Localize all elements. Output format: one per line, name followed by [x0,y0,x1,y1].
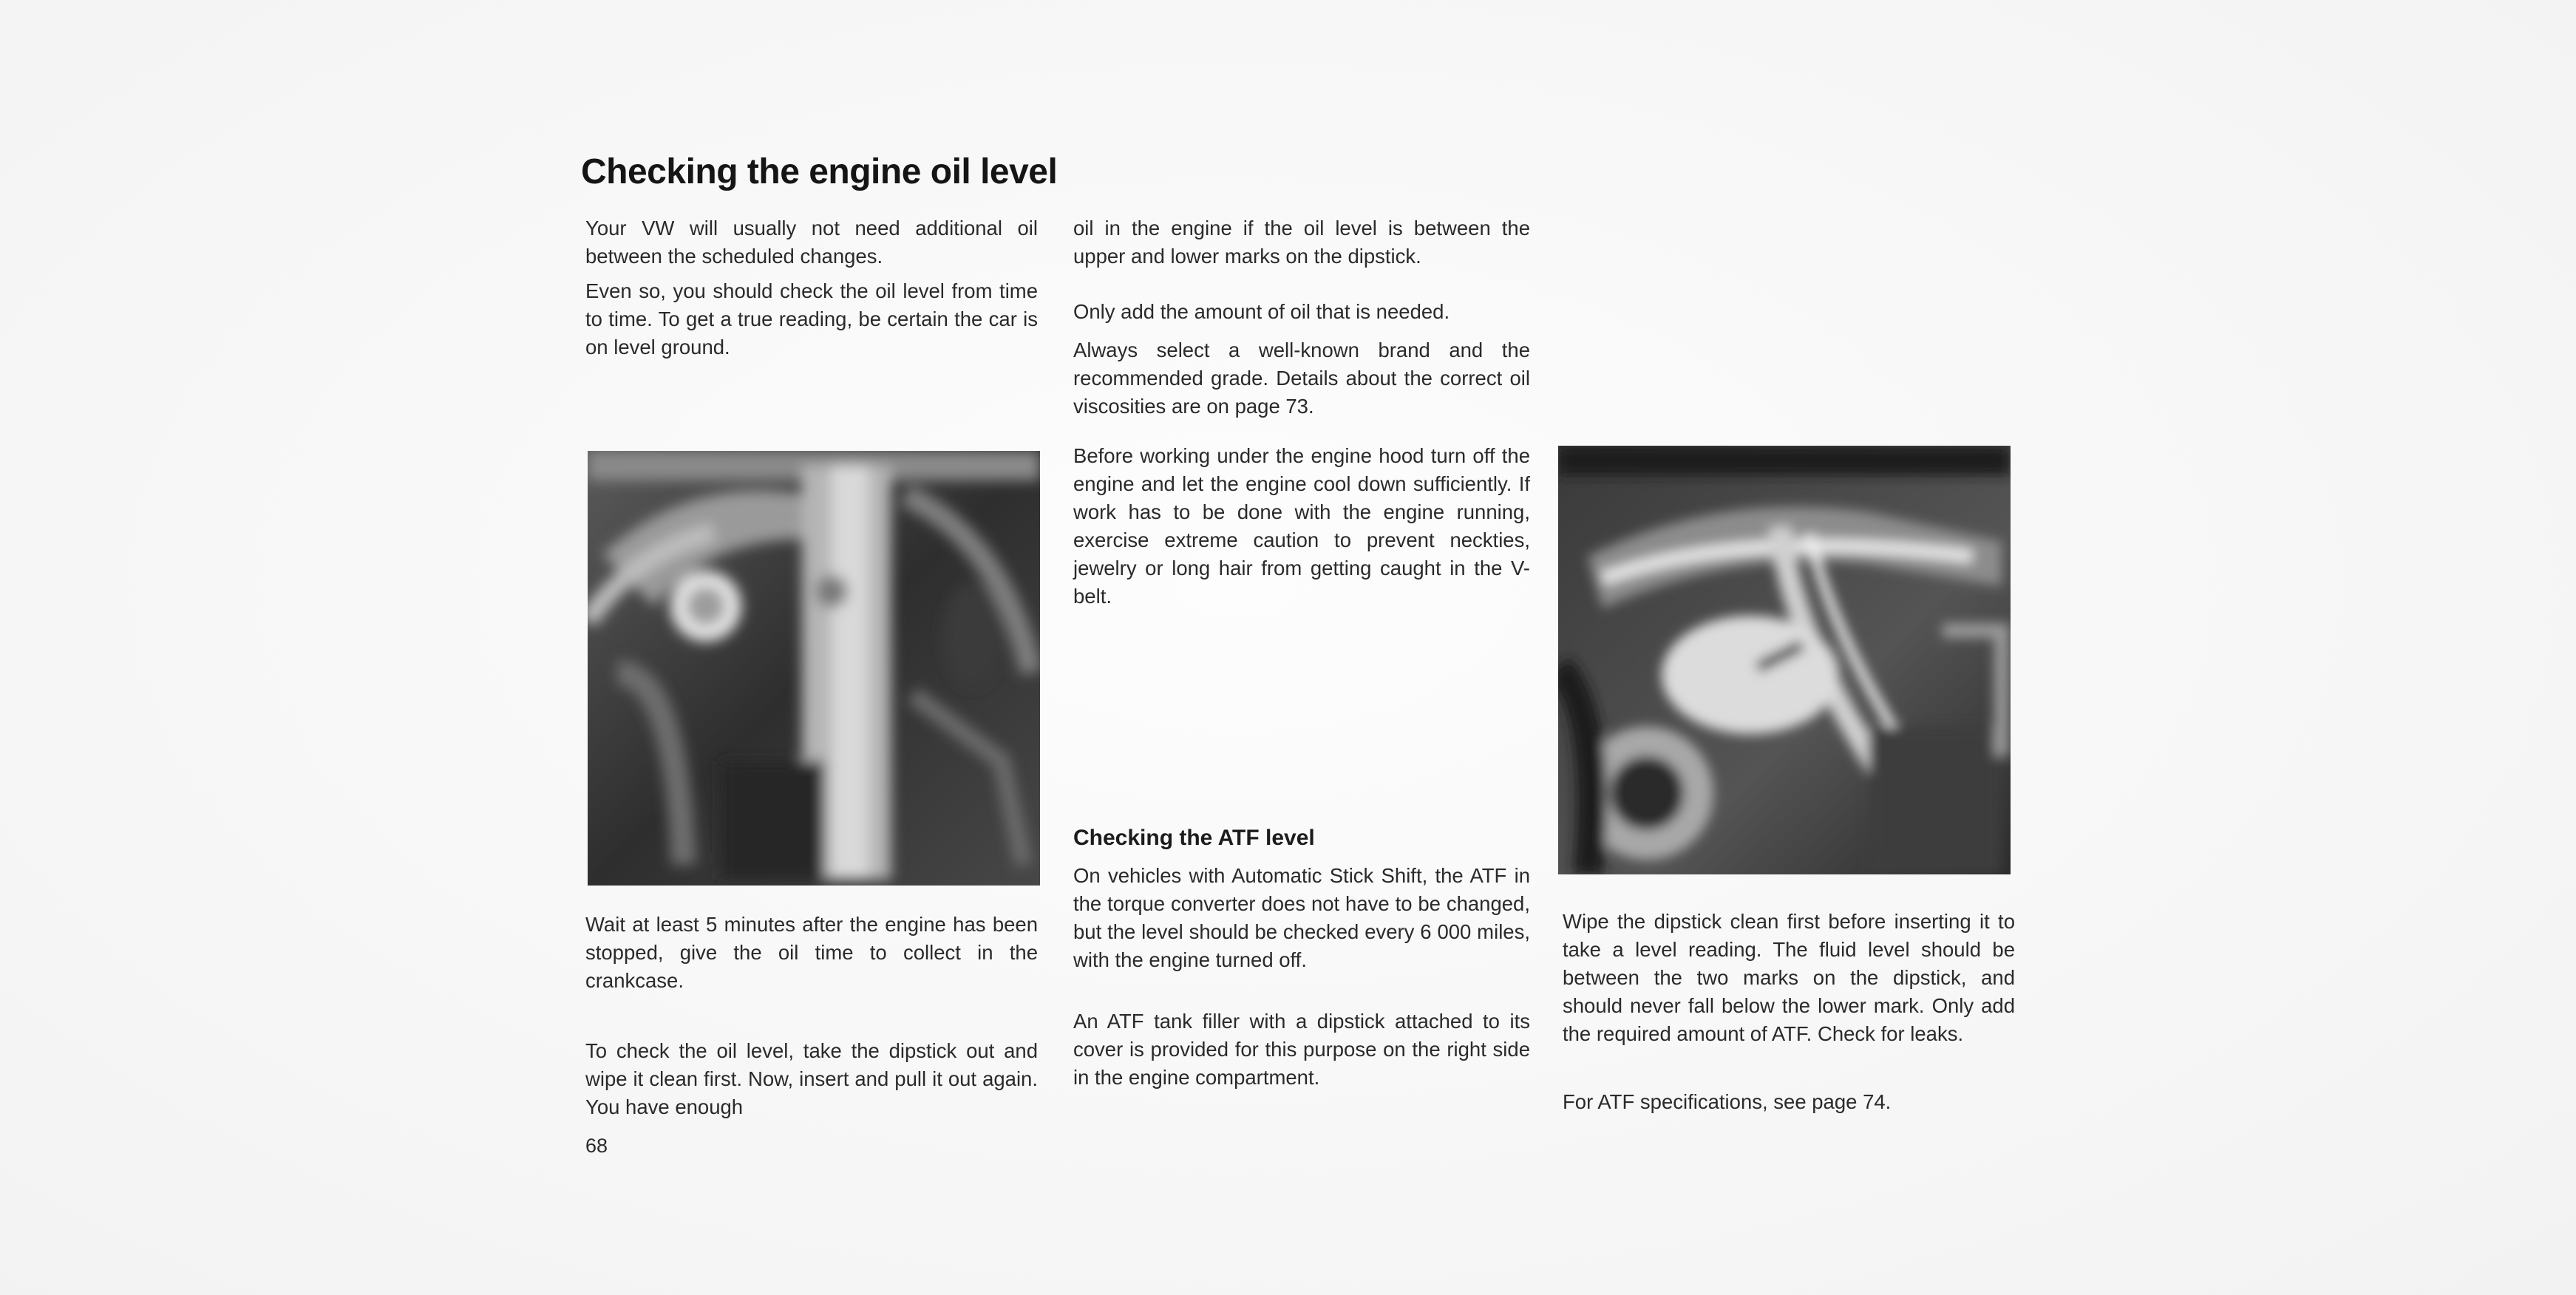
oil-brand-paragraph: Always select a well-known brand and the recommended grade. Details about the correct oil viscosities are on page 73. [1073,339,1530,418]
page-number: 68 [585,1135,608,1157]
atf-reading-paragraph: Wipe the dipstick clean first before inserting it to take a level reading. The fluid level should be between the two marks on the dipstick, and should never fall below the lower mark. Only add the required amount of ATF. Check for leaks. [1563,910,2015,1045]
atf-section-title: Checking the ATF level [1073,826,1315,850]
wait-paragraph: Wait at least 5 minutes after the engine has been stopped, give the oil time to collect in the crankcase. [585,913,1038,992]
add-oil-paragraph: Only add the amount of oil that is needed. [1073,300,1450,323]
oil-level-paragraph: oil in the engine if the oil level is between the upper and lower marks on the dipstick. [1073,217,1530,268]
safety-paragraph: Before working under the engine hood turn off the engine and let the engine cool down sufficiently. If work has to be done with the engine running, exercise extreme caution to prevent neckties, jewelry or long hair from getting caught in the V-belt. [1073,444,1530,608]
atf-intro-paragraph: On vehicles with Automatic Stick Shift, the ATF in the torque converter does not have to be changed, but the level should be checked every 6 000 miles, with the engine turned off. [1073,864,1530,971]
atf-filler-paragraph: An ATF tank filler with a dipstick attached to its cover is provided for this purpose on the right side in the engine compartment. [1073,1010,1530,1089]
dipstick-paragraph: To check the oil level, take the dipstick out and wipe it clean first. Now, insert and pull it out again. You have enough [585,1039,1038,1118]
page-title: Checking the engine oil level [581,152,1058,191]
oil-intro-paragraph: Your VW will usually not need additional oil between the scheduled changes. [585,217,1038,268]
engine-oil-filler-photo [588,451,1040,886]
oil-check-paragraph: Even so, you should check the oil level from time to time. To get a true reading, be certain the car is on level ground. [585,279,1038,358]
atf-dipstick-photo [1558,446,2011,874]
atf-specs-paragraph: For ATF specifications, see page 74. [1563,1090,1892,1113]
